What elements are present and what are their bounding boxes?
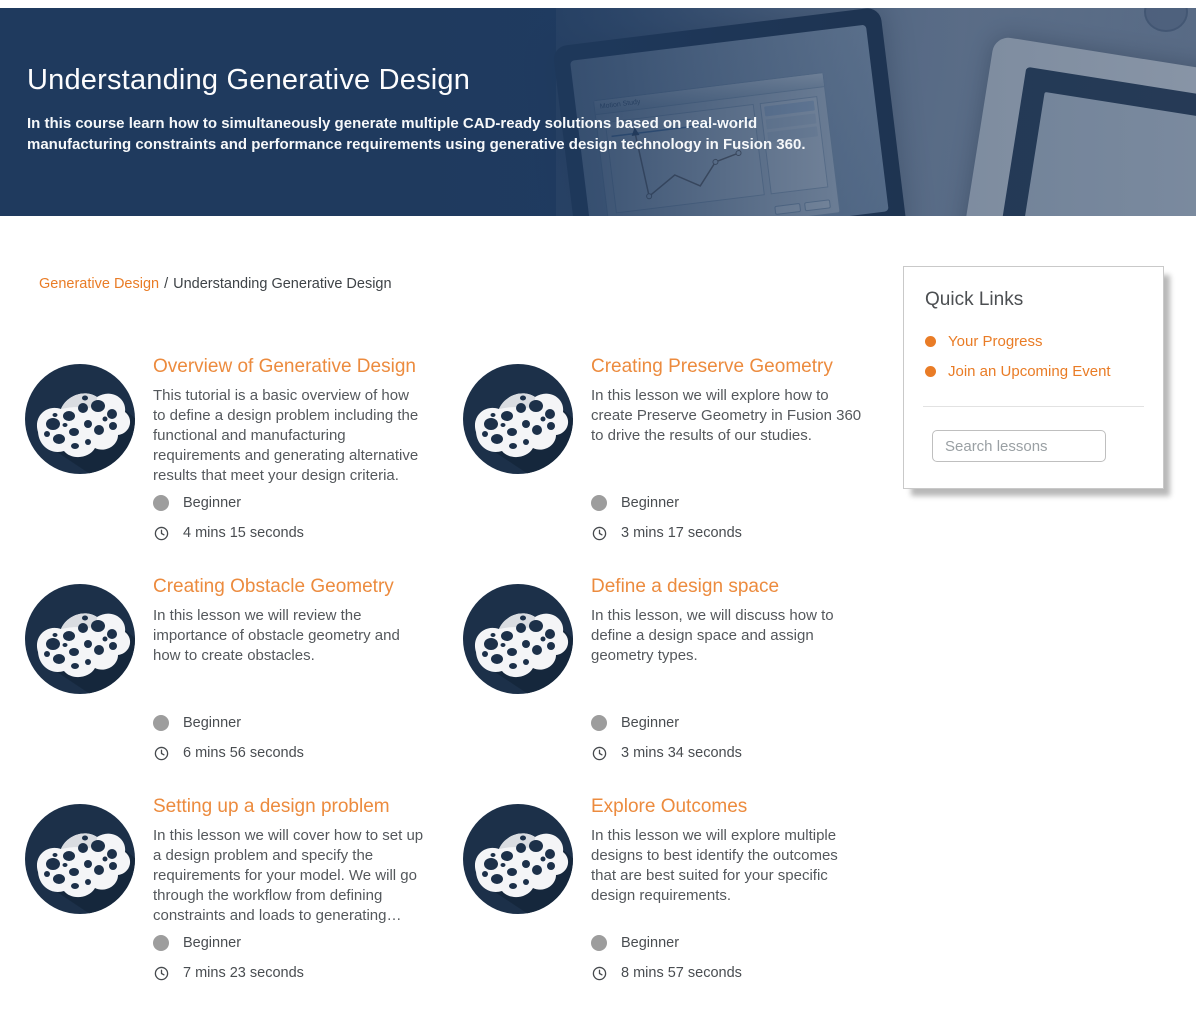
- lesson-level-row: [591, 715, 863, 731]
- lesson-meta: [153, 495, 425, 541]
- lesson-meta: [153, 935, 425, 981]
- lesson-thumbnail[interactable]: [25, 584, 135, 694]
- lesson-duration-label: 3 mins 34 seconds: [621, 745, 742, 761]
- generative-part-icon: [25, 584, 135, 694]
- lesson-description: In this lesson we will cover how to set up a design problem and specify the requirements for your model. We will go through the workflow from defining constraints and loads to generating…: [153, 827, 424, 924]
- breadcrumb-separator: /: [164, 276, 169, 292]
- lesson-description: In this lesson we will explore multiple designs to best identify the outcomes that are best suited for your specific design requirements.: [591, 827, 838, 904]
- lesson-description: In this lesson, we will discuss how to define a design space and assign geometry types.: [591, 607, 834, 664]
- lesson-level-row: [153, 935, 425, 951]
- quick-links-list: [925, 333, 1142, 380]
- lesson-text: [591, 575, 863, 795]
- lesson-meta: [591, 715, 863, 761]
- lesson-thumbnail[interactable]: [25, 364, 135, 474]
- lesson-description: In this lesson we will review the importance of obstacle geometry and how to create obstacles.: [153, 607, 400, 664]
- lesson-card: [463, 575, 901, 795]
- lesson-level-row: [153, 495, 425, 511]
- quick-link-label[interactable]: Your Progress: [948, 333, 1043, 350]
- lesson-description: This tutorial is a basic overview of how to define a design problem including the functional and manufacturing requirements and generating alternative results that meet your design criteria.: [153, 387, 419, 484]
- quick-link-upcoming-event[interactable]: [925, 363, 1142, 380]
- lesson-thumbnail[interactable]: [25, 804, 135, 914]
- lesson-card: [463, 795, 901, 1015]
- lesson-level-label: Beginner: [621, 935, 680, 951]
- level-dot-icon: [153, 495, 169, 511]
- lesson-title-link[interactable]: Define a design space: [591, 576, 780, 597]
- lesson-text: [153, 795, 425, 1015]
- level-dot-icon: [153, 935, 169, 951]
- clock-icon: [592, 966, 607, 981]
- lesson-duration-label: 4 mins 15 seconds: [183, 525, 304, 541]
- clock-icon: [592, 526, 607, 541]
- lesson-duration-label: 7 mins 23 seconds: [183, 965, 304, 981]
- lesson-meta: [591, 495, 863, 541]
- divider: [923, 406, 1144, 407]
- bullet-icon: [925, 336, 936, 347]
- generative-part-icon: [25, 364, 135, 474]
- search-input[interactable]: [932, 430, 1106, 462]
- lesson-title-link[interactable]: Setting up a design problem: [153, 796, 390, 817]
- lesson-duration-row: [153, 525, 425, 541]
- clock-icon: [154, 746, 169, 761]
- lesson-level-label: Beginner: [621, 495, 680, 511]
- lesson-duration-row: [591, 965, 863, 981]
- lesson-thumbnail[interactable]: [463, 804, 573, 914]
- lesson-level-label: Beginner: [183, 715, 242, 731]
- page-title: Understanding Generative Design: [27, 64, 471, 96]
- lesson-level-row: [591, 495, 863, 511]
- level-dot-icon: [591, 935, 607, 951]
- breadcrumb: [39, 276, 392, 292]
- breadcrumb-current: Understanding Generative Design: [173, 276, 392, 292]
- lesson-meta: [153, 715, 425, 761]
- generative-part-icon: [463, 804, 573, 914]
- lesson-thumbnail[interactable]: [463, 364, 573, 474]
- lesson-card: [25, 795, 463, 1015]
- lesson-duration-label: 6 mins 56 seconds: [183, 745, 304, 761]
- lesson-title-link[interactable]: Explore Outcomes: [591, 796, 748, 817]
- lesson-thumbnail[interactable]: [463, 584, 573, 694]
- clock-icon: [592, 746, 607, 761]
- lessons-grid: [25, 355, 901, 1015]
- lesson-level-label: Beginner: [621, 715, 680, 731]
- generative-part-icon: [463, 584, 573, 694]
- lesson-text: [591, 795, 863, 1015]
- lesson-title-link[interactable]: Overview of Generative Design: [153, 356, 416, 377]
- quick-links-title: Quick Links: [925, 289, 1024, 310]
- lesson-text: [153, 575, 425, 795]
- lesson-level-row: [591, 935, 863, 951]
- lesson-level-label: Beginner: [183, 935, 242, 951]
- quick-links-panel: [903, 266, 1164, 489]
- breadcrumb-parent-link[interactable]: Generative Design: [39, 276, 160, 292]
- lesson-duration-row: [591, 745, 863, 761]
- lesson-duration-row: [591, 525, 863, 541]
- lesson-level-row: [153, 715, 425, 731]
- hero-banner: [0, 8, 1196, 216]
- quick-link-your-progress[interactable]: [925, 333, 1142, 350]
- course-description: In this course learn how to simultaneously generate multiple CAD-ready solutions based on real-world manufacturing constraints and performance requirements using generative design technology in Fusion 360.: [27, 115, 806, 153]
- lesson-title-link[interactable]: Creating Preserve Geometry: [591, 356, 833, 377]
- generative-part-icon: [463, 364, 573, 474]
- lesson-duration-label: 8 mins 57 seconds: [621, 965, 742, 981]
- level-dot-icon: [153, 715, 169, 731]
- lesson-duration-row: [153, 965, 425, 981]
- generative-part-icon: [25, 804, 135, 914]
- lesson-duration-row: [153, 745, 425, 761]
- level-dot-icon: [591, 715, 607, 731]
- clock-icon: [154, 966, 169, 981]
- quick-link-label[interactable]: Join an Upcoming Event: [948, 363, 1111, 380]
- bullet-icon: [925, 366, 936, 377]
- lesson-description: In this lesson we will explore how to create Preserve Geometry in Fusion 360 to drive the results of our studies.: [591, 387, 862, 444]
- lesson-duration-label: 3 mins 17 seconds: [621, 525, 742, 541]
- lesson-card: [463, 355, 901, 575]
- lesson-card: [25, 355, 463, 575]
- lesson-text: [153, 355, 425, 575]
- lesson-title-link[interactable]: Creating Obstacle Geometry: [153, 576, 394, 597]
- level-dot-icon: [591, 495, 607, 511]
- clock-icon: [154, 526, 169, 541]
- lesson-meta: [591, 935, 863, 981]
- lesson-text: [591, 355, 863, 575]
- lesson-card: [25, 575, 463, 795]
- lesson-level-label: Beginner: [183, 495, 242, 511]
